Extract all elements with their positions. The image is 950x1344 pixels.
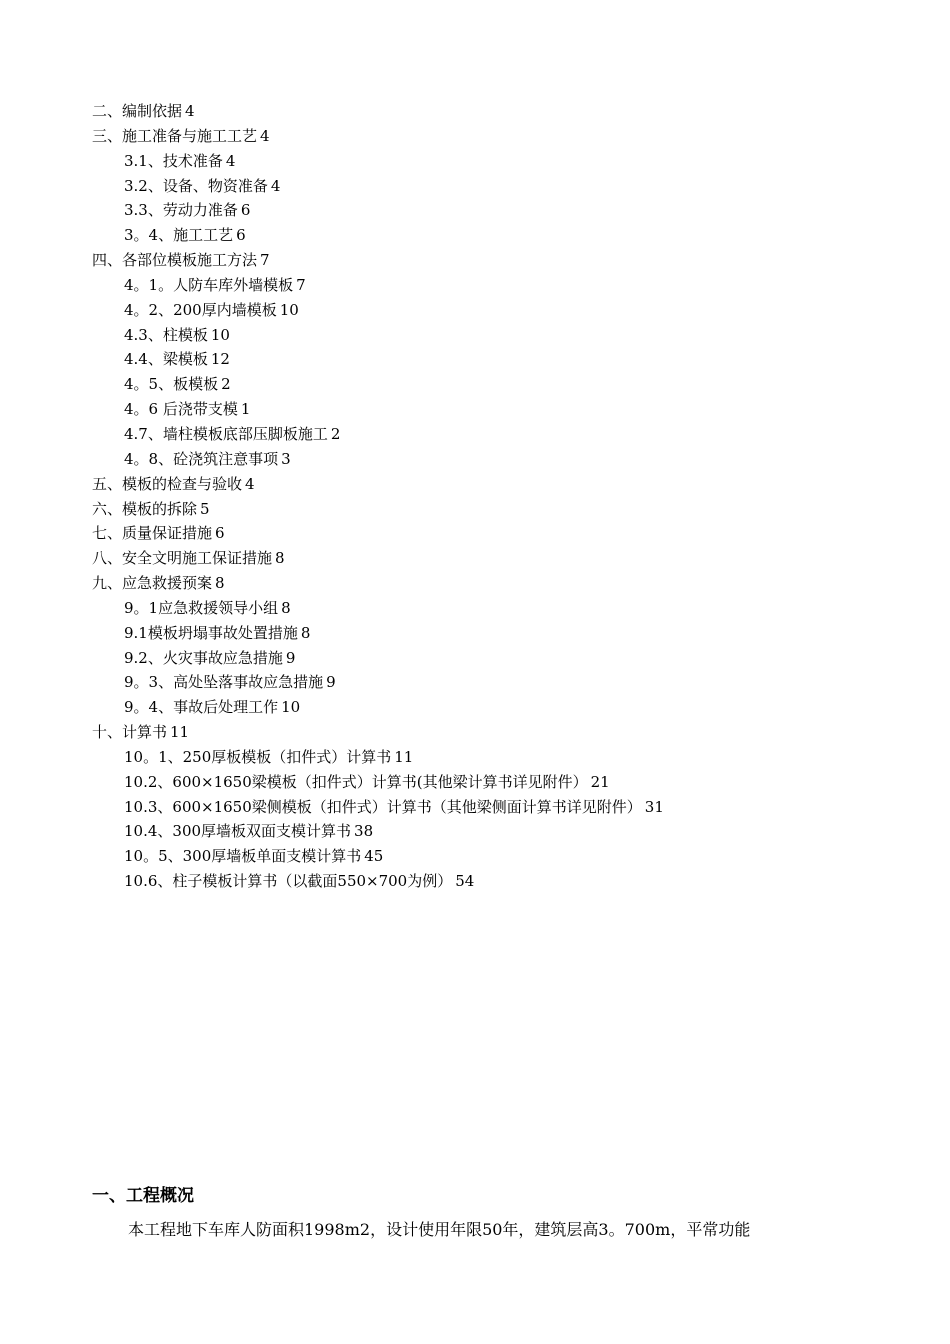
toc-section-entry[interactable] xyxy=(92,422,912,447)
toc-entry-page-number: 6 xyxy=(215,524,225,543)
toc-entry-title: 4.4、梁模板 xyxy=(124,350,208,369)
toc-chapter-entry[interactable] xyxy=(92,546,912,571)
toc-entry-title: 4。1。人防车库外墙模板 xyxy=(124,275,294,294)
toc-entry-title: 六、模板的拆除 xyxy=(92,499,198,518)
toc-entry-page-number: 4 xyxy=(245,474,255,493)
toc-entry-title: 3.1、技术准备 xyxy=(124,151,223,170)
toc-entry-title: 3.3、劳动力准备 xyxy=(124,201,238,220)
toc-entry-title: 9。3、高处坠落事故应急措施 xyxy=(124,673,324,692)
toc-section-entry[interactable] xyxy=(92,646,912,671)
toc-entry-page-number: 4 xyxy=(185,102,195,120)
toc-entry-title: 4。2、200厚内墙模板 xyxy=(124,300,277,319)
toc-entry-title: 三、施工准备与施工工艺 xyxy=(92,126,258,145)
toc-entry-page-number: 2 xyxy=(330,424,341,443)
toc-section-entry[interactable] xyxy=(92,745,912,770)
toc-section-entry[interactable] xyxy=(92,869,912,894)
toc-entry-page-number: 10 xyxy=(279,300,299,319)
toc-section-entry[interactable] xyxy=(92,198,912,223)
toc-entry-page-number: 8 xyxy=(275,549,285,568)
toc-section-entry[interactable] xyxy=(92,223,912,248)
toc-entry-title: 七、质量保证措施 xyxy=(92,524,213,543)
toc-entry-page-number: 10 xyxy=(281,698,301,717)
toc-entry-title: 十、计算书 xyxy=(92,723,168,742)
toc-section-entry[interactable] xyxy=(92,273,912,298)
toc-entry-title: 9。1应急救援领导小组 xyxy=(124,598,279,617)
toc-entry-title: 9.1模板坍塌事故处置措施 xyxy=(124,623,298,642)
toc-entry-title: 10.6、柱子模板计算书（以截面550×700为例） xyxy=(124,872,453,891)
toc-entry-title: 10。5、300厚墙板单面支模计算书 xyxy=(124,847,362,866)
toc-entry-page-number: 54 xyxy=(455,872,475,891)
toc-entry-page-number: 10 xyxy=(210,325,230,344)
toc-chapter-entry[interactable] xyxy=(92,99,912,124)
toc-section-entry[interactable] xyxy=(92,447,912,472)
toc-chapter-entry[interactable] xyxy=(92,521,912,546)
toc-section-entry[interactable] xyxy=(92,397,912,422)
toc-entry-page-number: 31 xyxy=(644,797,664,816)
toc-chapter-entry[interactable] xyxy=(92,124,912,149)
body-paragraph: 本工程地下车库人防面积1998m2，设计使用年限50年，建筑层高3。700m，平常功能 xyxy=(128,1220,751,1239)
toc-entry-title: 10。1、250厚板模板（扣件式）计算书 xyxy=(124,747,392,766)
toc-chapter-entry[interactable] xyxy=(92,248,912,273)
toc-entry-page-number: 4 xyxy=(225,151,236,170)
toc-section-entry[interactable] xyxy=(92,174,912,199)
toc-entry-page-number: 4 xyxy=(260,126,270,145)
toc-entry-page-number: 2 xyxy=(221,375,231,394)
toc-entry-page-number: 11 xyxy=(170,723,190,742)
toc-section-entry[interactable] xyxy=(92,670,912,695)
toc-entry-page-number: 11 xyxy=(394,747,414,766)
toc-entry-title: 四、各部位模板施工方法 xyxy=(92,251,258,270)
toc-entry-title: 10.4、300厚墙板双面支模计算书 xyxy=(124,822,352,841)
toc-section-entry[interactable] xyxy=(92,596,912,621)
toc-entry-page-number: 7 xyxy=(296,275,306,294)
toc-section-entry[interactable] xyxy=(92,347,912,372)
toc-entry-title: 4.3、柱模板 xyxy=(124,325,208,344)
toc-entry-page-number: 38 xyxy=(354,822,374,841)
toc-entry-title: 9.2、火灾事故应急措施 xyxy=(124,648,283,667)
toc-section-entry[interactable] xyxy=(92,695,912,720)
toc-entry-page-number: 12 xyxy=(210,350,230,369)
toc-section-entry[interactable] xyxy=(92,298,912,323)
toc-entry-title: 4。6 后浇带支模 xyxy=(124,400,238,419)
toc-entry-page-number: 9 xyxy=(326,673,336,692)
toc-section-entry[interactable] xyxy=(92,844,912,869)
toc-section-entry[interactable] xyxy=(92,372,912,397)
toc-entry-title: 10.3、600×1650梁侧模板（扣件式）计算书（其他梁侧面计算书详见附件） xyxy=(124,797,642,816)
toc-entry-page-number: 7 xyxy=(260,251,270,270)
toc-entry-title: 五、模板的检查与验收 xyxy=(92,474,243,493)
toc-entry-page-number: 9 xyxy=(285,648,296,667)
toc-entry-title: 4.7、墙柱模板底部压脚板施工 xyxy=(124,424,328,443)
toc-chapter-entry[interactable] xyxy=(92,497,912,522)
toc-entry-page-number: 21 xyxy=(590,772,610,791)
toc-entry-page-number: 8 xyxy=(281,598,291,617)
toc-entry-page-number: 6 xyxy=(240,201,251,220)
toc-entry-page-number: 3 xyxy=(281,449,291,468)
toc-entry-page-number: 4 xyxy=(270,176,281,195)
toc-entry-title: 3.2、设备、物资准备 xyxy=(124,176,268,195)
toc-section-entry[interactable] xyxy=(92,795,912,820)
section-heading: 一、工程概况 xyxy=(92,1186,194,1206)
toc-section-entry[interactable] xyxy=(92,770,912,795)
toc-section-entry[interactable] xyxy=(92,323,912,348)
toc-chapter-entry[interactable] xyxy=(92,720,912,745)
toc-entry-page-number: 8 xyxy=(300,623,311,642)
toc-entry-title: 八、安全文明施工保证措施 xyxy=(92,549,273,568)
toc-entry-title: 4。8、砼浇筑注意事项 xyxy=(124,449,279,468)
toc-entry-title: 九、应急救援预案 xyxy=(92,574,213,593)
toc-section-entry[interactable] xyxy=(92,621,912,646)
toc-chapter-entry[interactable] xyxy=(92,571,912,596)
toc-entry-title: 3。4、施工工艺 xyxy=(124,226,234,245)
toc-entry-title: 二、编制依据 xyxy=(92,102,183,120)
toc-entry-page-number: 8 xyxy=(215,574,225,593)
toc-section-entry[interactable] xyxy=(92,819,912,844)
toc-entry-page-number: 6 xyxy=(236,226,246,245)
table-of-contents xyxy=(92,99,912,894)
toc-entry-title: 4。5、板模板 xyxy=(124,375,219,394)
toc-section-entry[interactable] xyxy=(92,149,912,174)
toc-entry-title: 10.2、600×1650梁模板（扣件式）计算书(其他梁计算书详见附件） xyxy=(124,772,588,791)
toc-chapter-entry[interactable] xyxy=(92,472,912,497)
toc-entry-page-number: 5 xyxy=(200,499,210,518)
toc-entry-page-number: 1 xyxy=(240,400,251,419)
toc-entry-page-number: 45 xyxy=(364,847,384,866)
toc-entry-title: 9。4、事故后处理工作 xyxy=(124,698,279,717)
